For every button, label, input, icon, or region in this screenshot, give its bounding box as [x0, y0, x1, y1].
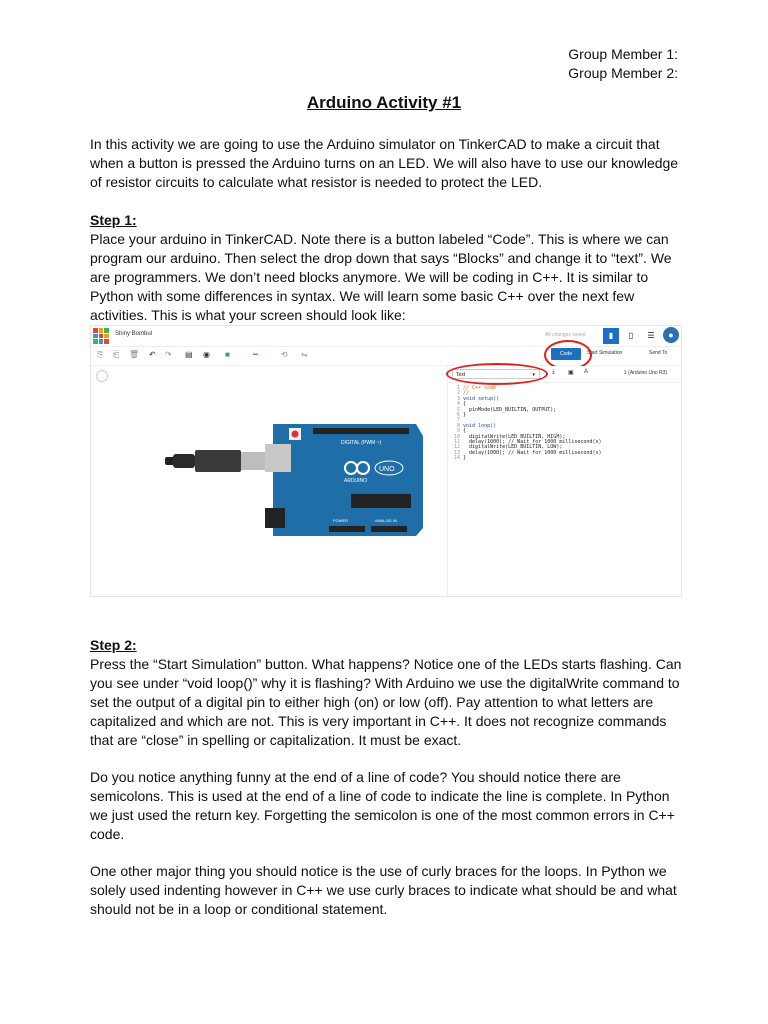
step2-heading: Step 2: — [90, 637, 137, 653]
step2-paragraph-3: One other major thing you should notice is the use of curly braces for the loops. In Python we solely used indenting however in C++ we use curly braces to indicate what should be and what should not be in a loop or conditional statement. — [90, 863, 677, 917]
intro-paragraph: In this activity we are going to use the Arduino simulator on TinkerCAD to make a circuit that when a button is pressed the Arduino turns on an LED. We will also have to use our knowledge of resistor circuits to calculate what resistor is needed to protect the LED. — [90, 136, 679, 190]
line-number: 7 — [456, 417, 460, 424]
font-size-icon[interactable]: A — [584, 369, 589, 375]
code-text: delay(1000); // Wait for 1000 millisecond(s) — [463, 439, 602, 446]
copy-icon[interactable]: ⎘ — [97, 350, 104, 359]
line-number: 12 — [453, 444, 460, 451]
usb-connector — [195, 450, 241, 472]
power-label: POWER — [333, 518, 349, 523]
tinkercad-logo-icon — [93, 328, 109, 344]
line-number: 5 — [456, 406, 460, 413]
project-name[interactable]: Shiny Bombul — [115, 331, 153, 337]
paste-icon[interactable]: ⎗ — [113, 350, 120, 359]
line-number: 6 — [456, 412, 460, 419]
code-mode-value: Text — [456, 372, 466, 378]
circuit-view-icon[interactable]: ▮ — [603, 328, 619, 344]
board-select[interactable]: 1 (Arduino Uno R3) — [624, 370, 668, 376]
code-editor[interactable] — [450, 386, 601, 462]
code-button[interactable]: Code — [551, 348, 581, 360]
uno-label: UNO — [379, 466, 395, 473]
rotate-icon[interactable]: ⟲ — [281, 350, 288, 359]
code-panel — [447, 366, 682, 596]
step1-text: Place your arduino in TinkerCAD. Note there is a button labeled “Code”. This is where we can program our arduino. Then select the drop down that says “Blocks” and change it to “text”. We are programmers. We don’t need blocks anymore. We will be coding in C++. It is similar to Python with some differences in syntax. We will learn some basic C++ over the next few activities. This is what your screen should look like: — [90, 231, 672, 323]
power-header — [329, 526, 365, 532]
step1-heading: Step 1: — [90, 212, 137, 228]
download-icon[interactable]: ⤓ — [552, 369, 555, 375]
redo-icon[interactable]: ↷ — [165, 350, 172, 359]
component-list-icon[interactable]: ☰ — [647, 331, 655, 340]
flip-icon[interactable]: ⇋ — [301, 350, 308, 359]
wire-type-icon[interactable]: ━ — [253, 350, 258, 359]
arduino-board-graphic[interactable] — [161, 416, 441, 546]
analog-label: ANALOG IN — [375, 518, 397, 523]
zoom-fit-icon[interactable] — [96, 370, 108, 382]
digital-header — [313, 428, 409, 434]
code-text: digitalWrite(LED_BUILTIN, LOW); — [463, 444, 563, 451]
code-text: } — [463, 412, 467, 419]
tinkercad-topbar — [91, 326, 681, 347]
code-text: delay(1000); // Wait for 1000 millisecond(s) — [463, 449, 602, 456]
visibility-icon[interactable]: ◉ — [203, 350, 210, 359]
start-simulation-button[interactable]: Start Simulation — [587, 350, 623, 356]
code-text: void setup() — [463, 395, 500, 402]
step2-paragraph-2: Do you notice anything funny at the end of a line of code? You should notice there are semicolons. This is used at the end of a line of code to indicate the line is complete. In Python we just used the return key. Forgetting the semicolon is one of the most common errors in C++ code. — [90, 769, 675, 842]
upload-icon[interactable]: ▣ — [568, 370, 574, 376]
delete-icon[interactable]: 🗑 — [129, 350, 140, 359]
line-number: 8 — [456, 422, 460, 429]
atmega-chip — [351, 494, 411, 508]
code-text: { — [463, 428, 467, 435]
power-jack — [265, 508, 285, 528]
code-panel-header — [448, 366, 682, 383]
code-text: // — [463, 390, 470, 397]
code-text: pinMode(LED_BUILTIN, OUTPUT); — [463, 406, 557, 413]
line-number: 10 — [453, 433, 460, 440]
arduino-label: ARDUINO — [344, 478, 368, 484]
group-member-2: Group Member 2: — [568, 65, 678, 81]
line-number: 13 — [453, 449, 460, 456]
line-number: 1 — [456, 385, 460, 391]
dropdown-highlight — [446, 363, 548, 385]
line-number: 2 — [456, 390, 460, 397]
chevron-down-icon: ▾ — [532, 372, 535, 378]
schematic-icon[interactable]: ▯ — [628, 331, 634, 340]
page-title: Arduino Activity #1 — [306, 93, 462, 112]
group-member-1: Group Member 1: — [568, 46, 678, 62]
tinkercad-screenshot — [90, 325, 682, 597]
line-number: 9 — [456, 428, 460, 435]
step2-paragraph-1: Press the “Start Simulation” button. What happens? Notice one of the LEDs starts flashing. Can you see under “void loop()” why it is flashing? With Arduino we use the digitalWrite command to set the output of a digital pin to either high (on) or low (off). Pay attention to what letters are capitalized and which are not. This is very important in C++. It does not recognize commands that are “close” in spelling or capitalization. It must be exact. — [90, 656, 682, 748]
saved-status: All changes saved — [545, 332, 586, 338]
group-members — [568, 45, 678, 83]
code-text: // C++ code — [463, 385, 497, 391]
step2-section — [90, 636, 690, 750]
reset-button[interactable] — [292, 431, 299, 438]
usb-plug — [173, 454, 195, 468]
line-number: 11 — [453, 439, 460, 446]
note-icon[interactable]: ▤ — [185, 350, 193, 359]
code-text: digitalWrite(LED_BUILTIN, HIGH); — [463, 433, 566, 440]
line-number: 3 — [456, 395, 460, 402]
digital-label: DIGITAL (PWM ~) — [341, 440, 382, 446]
step1-section — [90, 211, 690, 325]
color-icon[interactable]: ■ — [225, 350, 230, 359]
line-number: 4 — [456, 401, 460, 408]
code-line[interactable] — [450, 451, 601, 456]
code-text: } — [463, 455, 467, 462]
line-number: 14 — [453, 455, 460, 462]
analog-header — [371, 526, 407, 532]
code-text: { — [463, 401, 467, 408]
usb-port — [265, 444, 291, 472]
undo-icon[interactable]: ↶ — [149, 350, 156, 359]
code-line[interactable] — [450, 456, 601, 461]
send-to-button[interactable]: Send To — [649, 350, 668, 356]
code-text: void loop() — [463, 422, 497, 429]
user-avatar[interactable]: ● — [663, 327, 679, 343]
